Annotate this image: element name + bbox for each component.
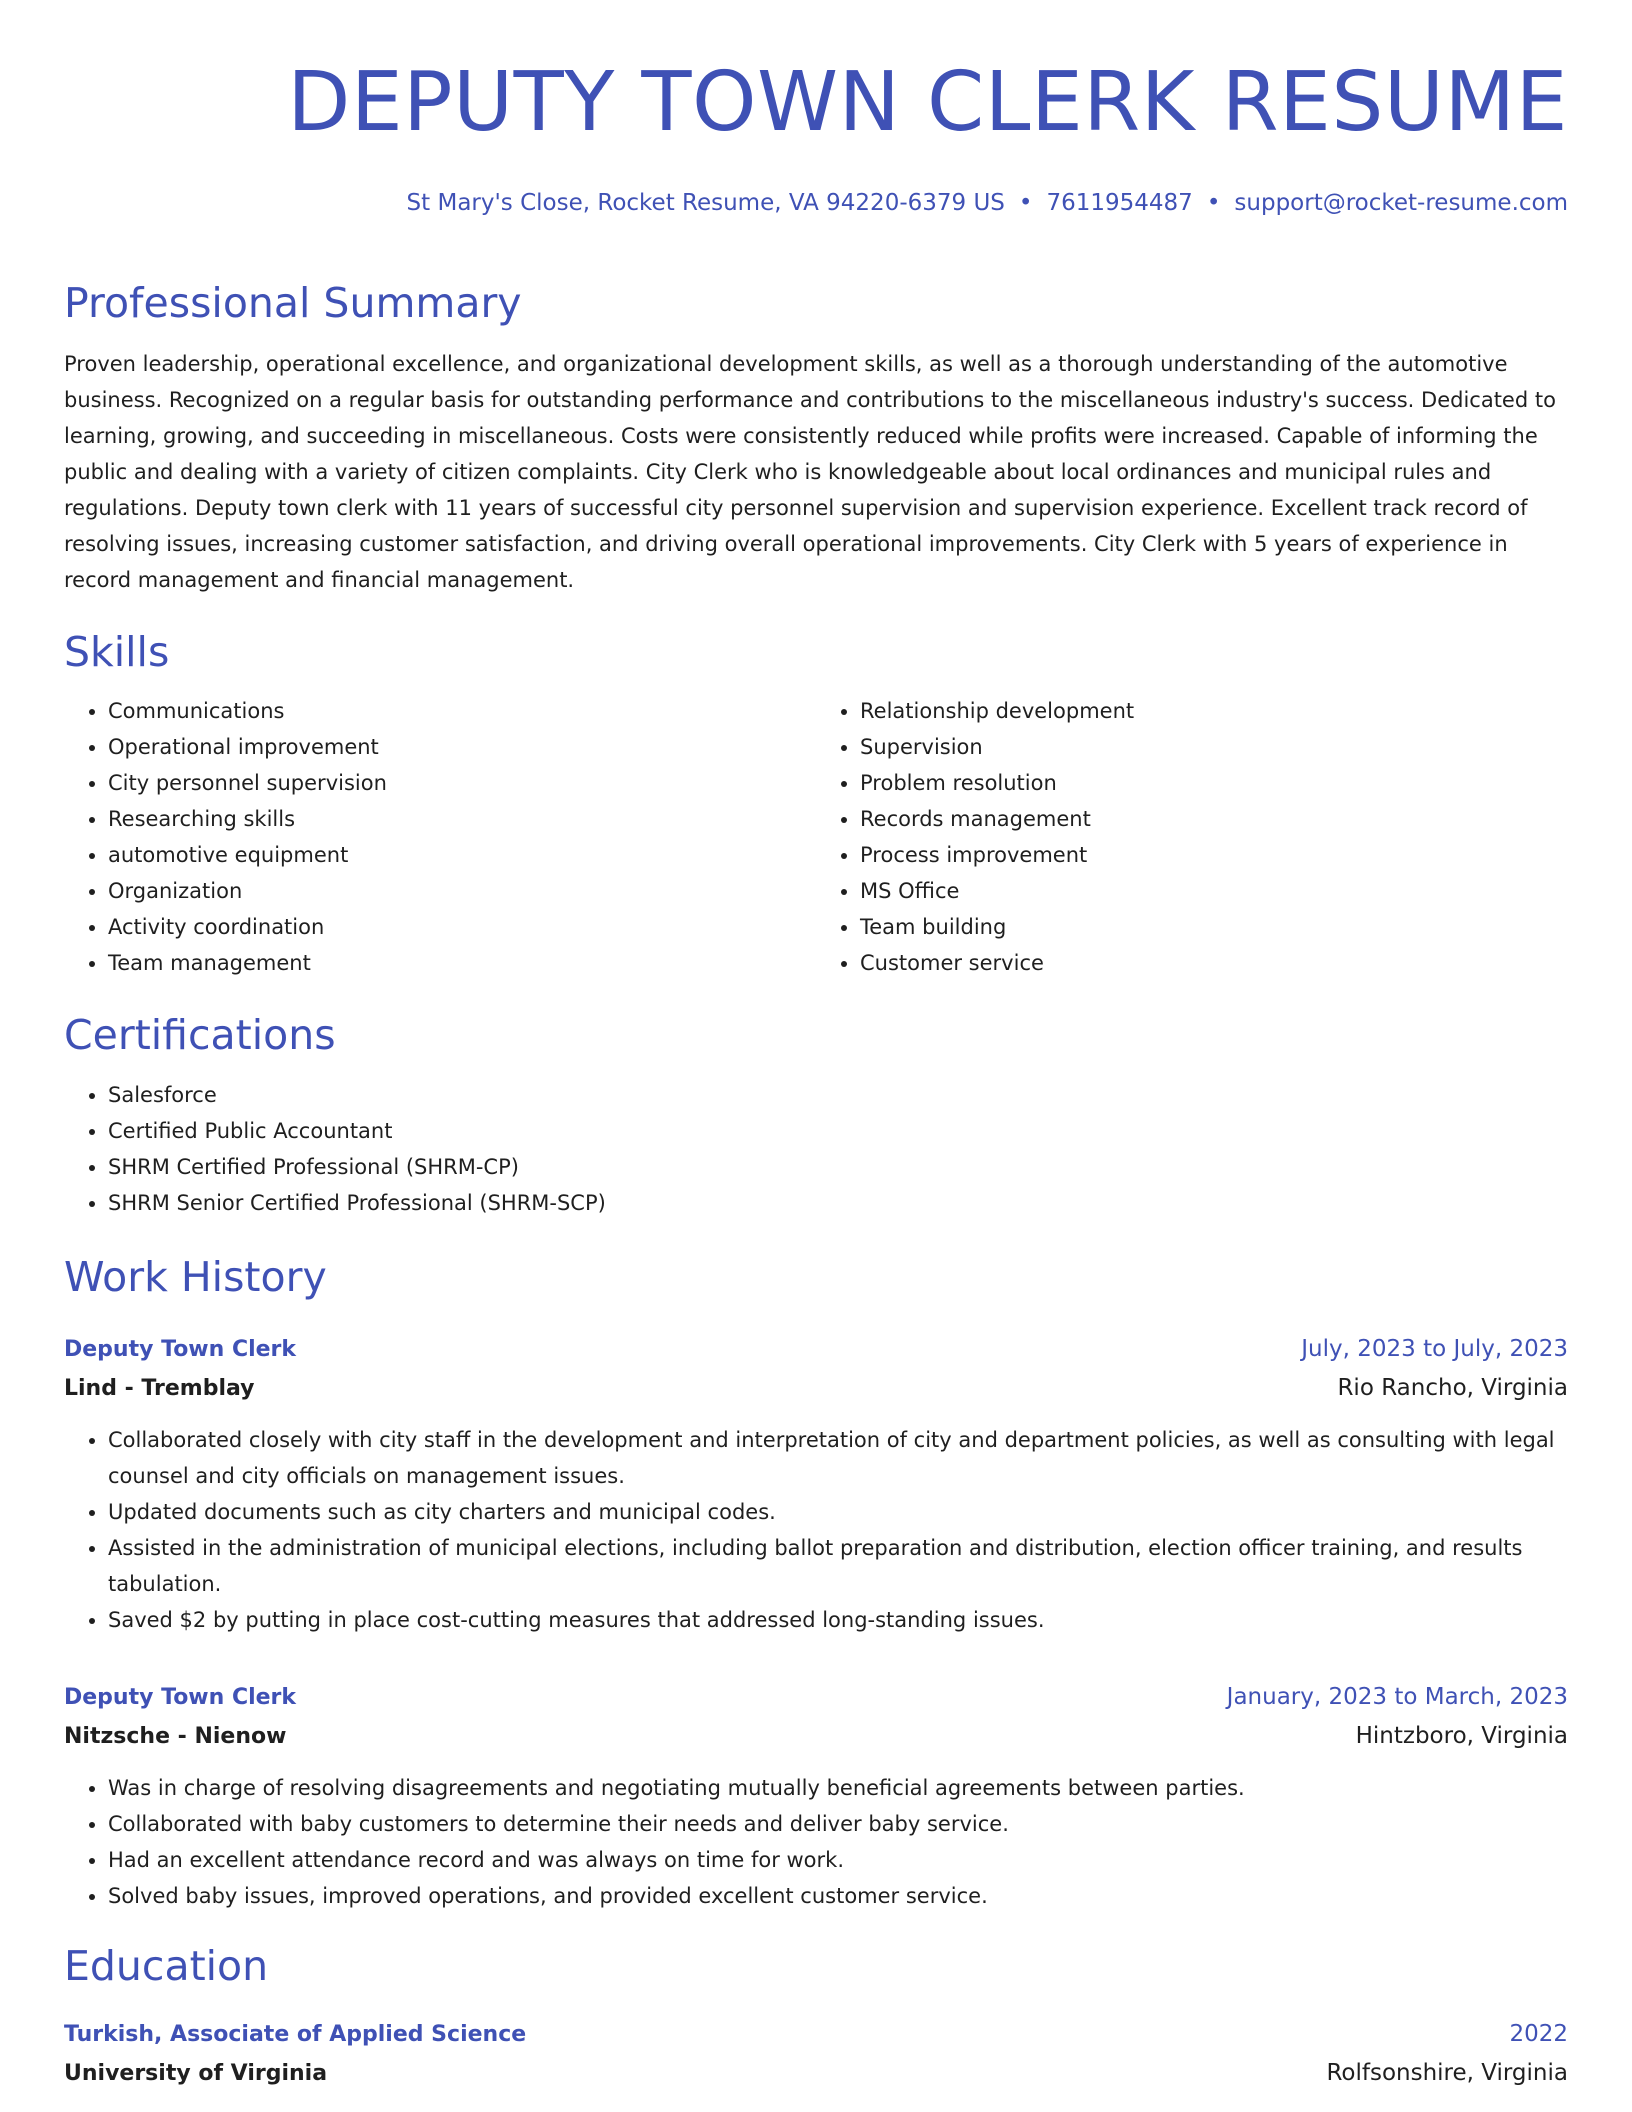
skills-section [64,626,1568,981]
job-dates: July, 2023 to July, 2023 [1301,1335,1568,1362]
education-year: 2022 [1509,2021,1568,2048]
job-entry [64,1330,1568,1638]
skill-item: • Activity coordination [108,909,816,945]
contact-email: support@rocket-resume.com [1234,189,1568,216]
job-bullet: • Was in charge of resolving disagreements and negotiating mutually beneficial agreements between parties. [108,1770,1568,1806]
job-bullet: • Collaborated with baby customers to determine their needs and deliver baby service. [108,1806,1568,1842]
certification-item: • Salesforce [108,1077,1568,1113]
skills-heading: Skills [64,627,170,676]
skill-item: • Organization [108,873,816,909]
skill-item: • automotive equipment [108,837,816,873]
summary-text: Proven leadership, operational excellence, and organizational development skills, as well as a thorough understanding of the automotive business. Recognized on a regular basis for outstanding performance and contributions to the miscellaneous industry's success. Dedicated to learning, growing, and succeeding in miscellaneous. Costs were consistently reduced while profits were increased. Capable of informing the public and dealing with a variety of citizen complaints. City Clerk who is knowledgeable about local ordinances and municipal rules and regulations. Deputy town clerk with 11 years of successful city personnel supervision and supervision experience. Excellent track record of resolving issues, increasing customer satisfaction, and driving overall operational improvements. City Clerk with 5 years of experience in record management and financial management. [64,351,1556,592]
work-history-heading: Work History [64,1252,327,1301]
resume-header [64,52,1568,219]
education-entry [64,2015,1568,2093]
skills-column-left [64,693,816,981]
skill-item: • Customer service [860,945,1568,981]
skill-item: • Team building [860,909,1568,945]
contact-separator: • [1018,189,1033,216]
skill-item: • Supervision [860,729,1568,765]
skill-item: • Communications [108,693,816,729]
job-bullet: • Solved baby issues, improved operations, and provided excellent customer service. [108,1878,1568,1914]
skill-item: • Team management [108,945,816,981]
education-location: Rolfsonshire, Virginia [1326,2060,1568,2087]
education-degree: Turkish, Associate of Applied Science [64,2022,527,2048]
skill-item: • City personnel supervision [108,765,816,801]
skills-grid [64,693,1568,981]
contact-phone: 7611954487 [1046,189,1193,216]
education-section [64,1940,1568,2093]
job-entry [64,1678,1568,1914]
job-company: Lind - Tremblay [64,1375,255,1401]
certifications-heading: Certifications [64,1011,336,1060]
skill-item: • Problem resolution [860,765,1568,801]
summary-heading: Professional Summary [64,278,522,327]
certifications-section [64,1009,1568,1220]
skill-item: • Relationship development [860,693,1568,729]
job-bullet: • Assisted in the administration of municipal elections, including ballot preparation and distribution, election officer training, and results tabulation. [108,1530,1568,1602]
education-heading: Education [64,1941,269,1990]
work-history-section [64,1251,1568,1914]
skill-item: • Researching skills [108,801,816,837]
job-title: Deputy Town Clerk [64,1336,297,1362]
resume-title: DEPUTY TOWN CLERK RESUME [287,55,1568,150]
contact-line [64,187,1568,219]
skill-item: • Operational improvement [108,729,816,765]
summary-section [64,277,1568,598]
contact-address: St Mary's Close, Rocket Resume, VA 94220-6379 US [406,189,1005,216]
job-bullet: • Updated documents such as city charters and municipal codes. [108,1494,1568,1530]
certification-item: • SHRM Certified Professional (SHRM-CP) [108,1149,1568,1185]
skills-column-right [816,693,1568,981]
job-title: Deputy Town Clerk [64,1684,297,1710]
skill-item: • MS Office [860,873,1568,909]
education-school: University of Virginia [64,2061,328,2087]
certification-item: • SHRM Senior Certified Professional (SHRM-SCP) [108,1185,1568,1221]
skill-item: • Records management [860,801,1568,837]
job-location: Rio Rancho, Virginia [1337,1374,1568,1401]
job-bullet: • Collaborated closely with city staff in the development and interpretation of city and department policies, as well as consulting with legal counsel and city officials on management issues. [108,1422,1568,1494]
job-dates: January, 2023 to March, 2023 [1226,1683,1568,1710]
certification-item: • Certified Public Accountant [108,1113,1568,1149]
job-bullet: • Saved $2 by putting in place cost-cutting measures that addressed long-standing issues. [108,1602,1568,1638]
job-bullet: • Had an excellent attendance record and was always on time for work. [108,1842,1568,1878]
contact-separator: • [1206,189,1221,216]
skill-item: • Process improvement [860,837,1568,873]
job-location: Hintzboro, Virginia [1355,1722,1568,1749]
job-company: Nitzsche - Nienow [64,1723,287,1749]
